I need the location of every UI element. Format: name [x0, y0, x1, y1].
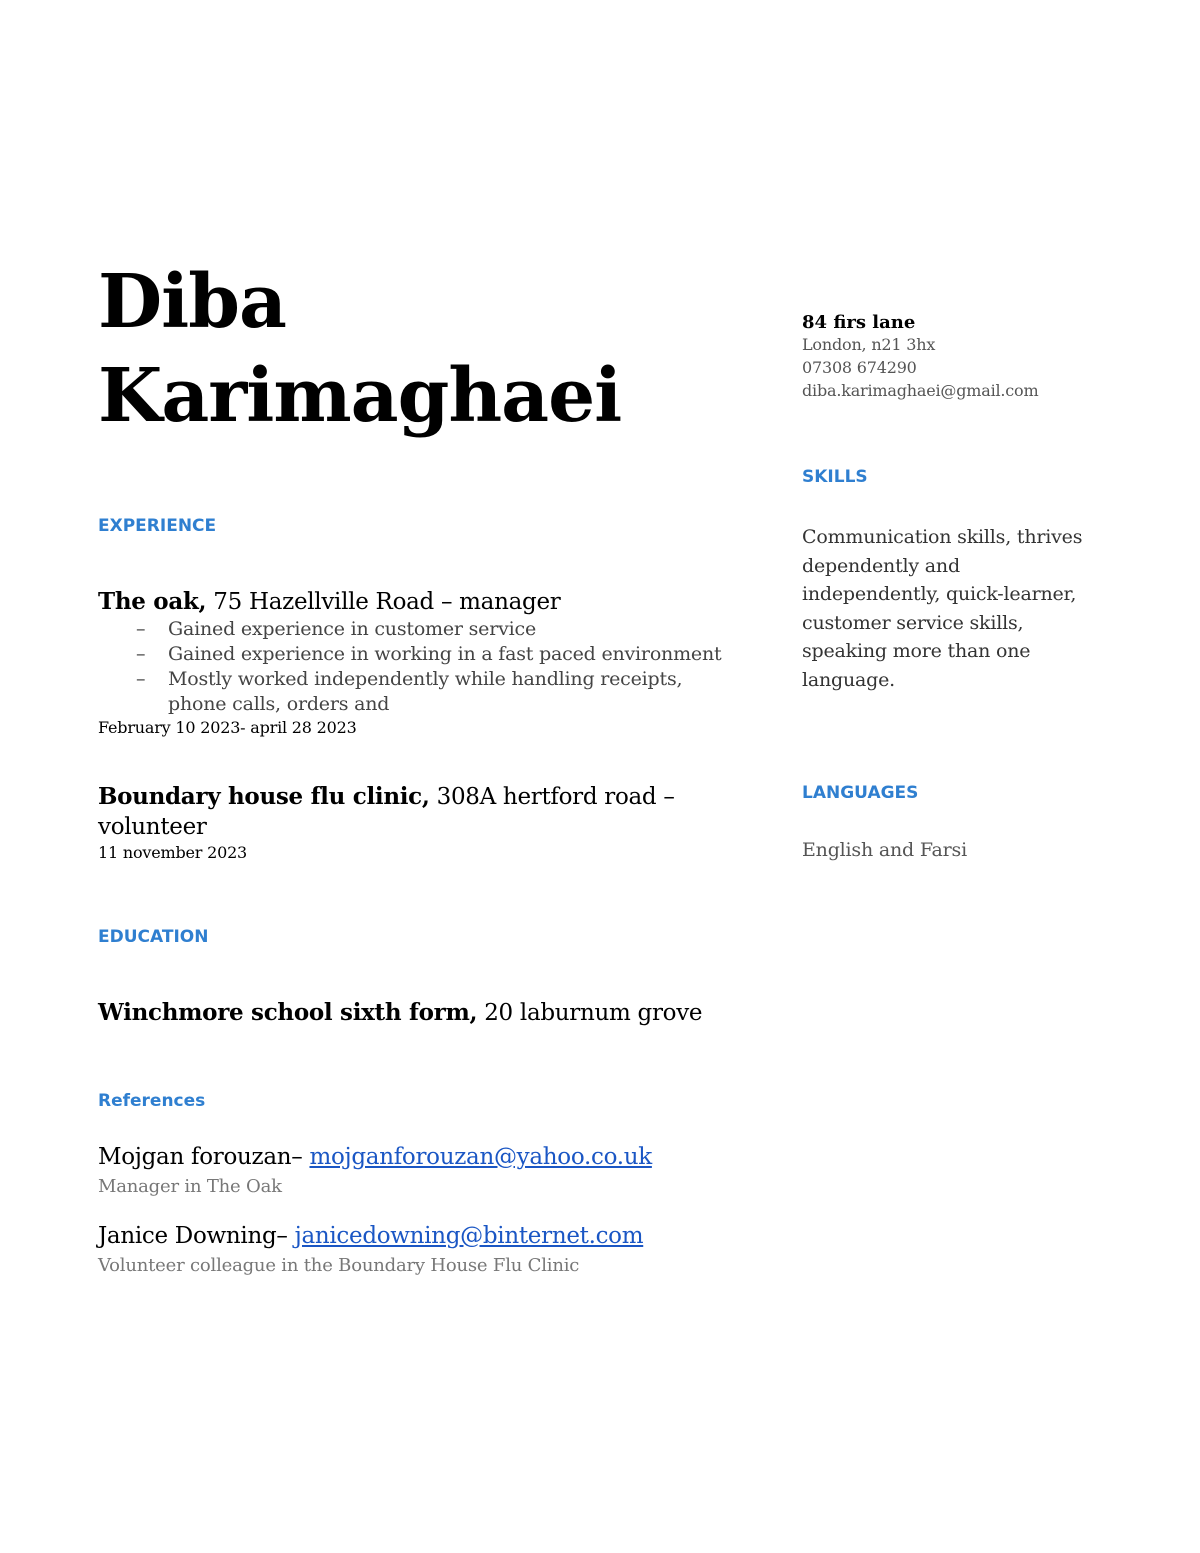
job-role-2: volunteer — [98, 814, 207, 840]
job-date-2: 11 november 2023 — [98, 843, 248, 862]
reference-1-role: Manager in The Oak — [98, 1176, 282, 1197]
reference-2 — [98, 1223, 643, 1249]
job-date-1: February 10 2023- april 28 2023 — [98, 718, 357, 737]
education-entry — [98, 998, 758, 1028]
reference-1-name: Mojgan forouzan– — [98, 1144, 310, 1170]
dash-bullet: – — [136, 668, 146, 690]
list-item-continuation: phone calls, orders and — [168, 693, 390, 715]
skills-text: Communication skills, thrives dependently and independently, quick-learner, customer service skills, speaking more than one language. — [802, 526, 1083, 691]
reference-2-role: Volunteer colleague in the Boundary House Flu Clinic — [98, 1255, 580, 1276]
reference-2-name: Janice Downing– — [98, 1223, 295, 1249]
job-title-1 — [98, 587, 738, 617]
job-detail-2: 308A hertford road – — [429, 784, 675, 810]
list-item: – Mostly worked independently while handling receipts, — [136, 668, 683, 690]
name-last: Karimaghaei — [98, 353, 622, 439]
education-place: Winchmore school sixth form, — [98, 999, 478, 1026]
reference-1 — [98, 1144, 652, 1170]
section-heading-references: References — [98, 1091, 206, 1111]
section-heading-skills: SKILLS — [802, 467, 868, 487]
dash-bullet: – — [136, 643, 146, 665]
section-heading-languages: LANGUAGES — [802, 783, 919, 803]
reference-1-email-link[interactable]: mojganforouzan@yahoo.co.uk — [309, 1144, 652, 1170]
job-place-2: Boundary house flu clinic, — [98, 783, 430, 810]
dash-bullet: – — [136, 618, 146, 640]
languages-text: English and Farsi — [802, 839, 967, 861]
reference-2-email-link[interactable]: janicedowning@binternet.com — [294, 1223, 644, 1249]
section-heading-education: EDUCATION — [98, 927, 209, 947]
list-item: – Gained experience in working in a fast paced environment — [136, 643, 722, 665]
contact-email: diba.karimaghaei@gmail.com — [802, 381, 1039, 400]
contact-phone: 07308 674290 — [802, 358, 917, 377]
job-place-1: The oak, — [98, 588, 207, 615]
contact-street: 84 firs lane — [802, 312, 916, 333]
name-first: Diba — [98, 259, 286, 345]
job-detail-1: 75 Hazellville Road – manager — [206, 589, 561, 615]
job-bullets-1 — [98, 617, 778, 717]
education-address: 20 laburnum grove — [477, 1000, 703, 1026]
contact-block — [802, 312, 1142, 402]
job-title-2 — [98, 782, 718, 842]
list-item: – Gained experience in customer service — [136, 618, 537, 640]
contact-city: London, n21 3hx — [802, 335, 936, 354]
section-heading-experience: EXPERIENCE — [98, 516, 217, 536]
